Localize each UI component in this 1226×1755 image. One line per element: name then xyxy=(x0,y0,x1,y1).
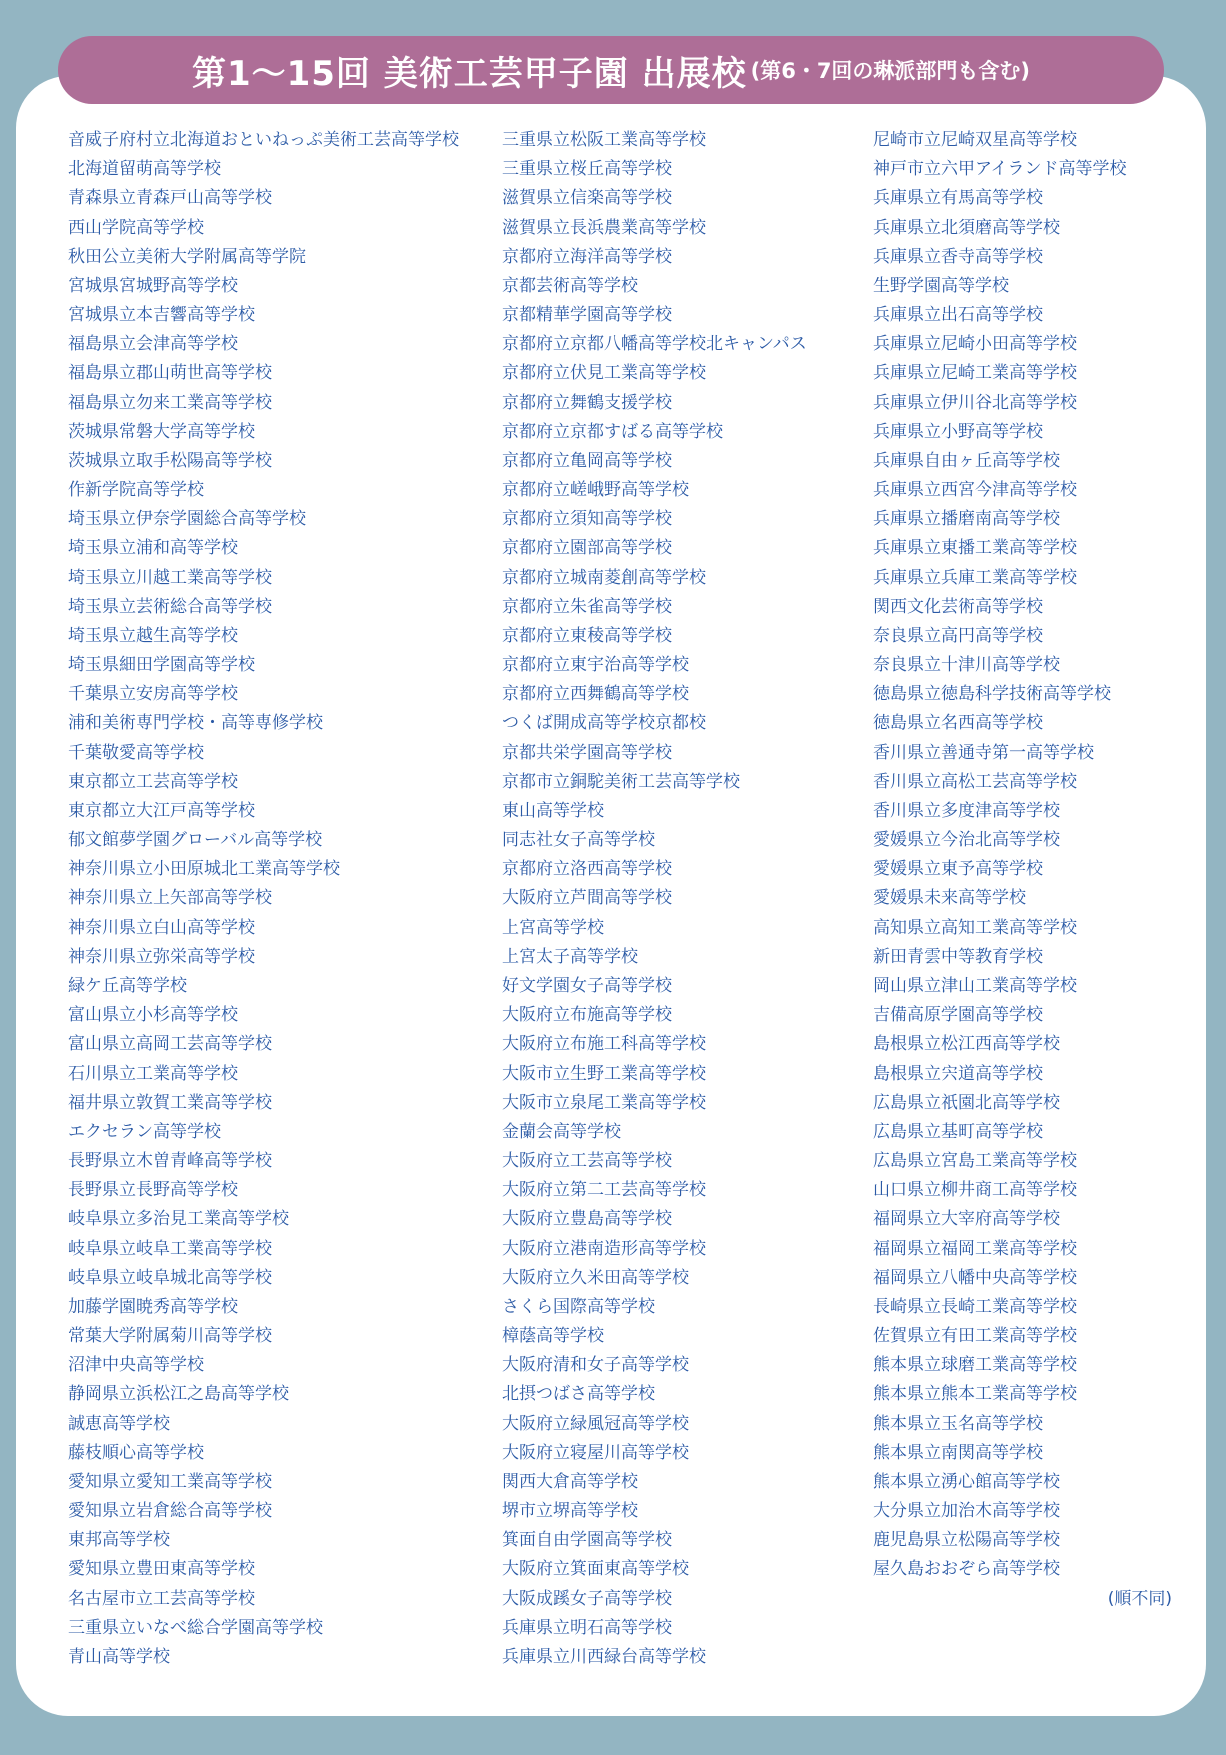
school-list-item: 三重県立桜丘高等学校 xyxy=(502,159,672,180)
school-list-item: 千葉県立安房高等学校 xyxy=(68,684,238,705)
school-list-item: 作新学院高等学校 xyxy=(68,480,204,501)
school-list-item: 広島県立祇園北高等学校 xyxy=(873,1092,1060,1113)
school-list-item: 滋賀県立信楽高等学校 xyxy=(502,188,672,209)
school-list-item: 岐阜県立岐阜工業高等学校 xyxy=(68,1238,272,1259)
school-list-item: 兵庫県立尼崎小田高等学校 xyxy=(873,334,1077,355)
school-list-item: 神奈川県立上矢部高等学校 xyxy=(68,888,272,909)
school-list-item: 吉備高原学園高等学校 xyxy=(873,1005,1043,1026)
school-list-item: 名古屋市立工芸高等学校 xyxy=(68,1588,255,1609)
school-list-item: 兵庫県立川西緑台高等学校 xyxy=(502,1646,706,1667)
school-list-item: 京都芸術高等学校 xyxy=(502,275,638,296)
school-list-item: 沼津中央高等学校 xyxy=(68,1355,204,1376)
school-list-item: 京都府立園部高等学校 xyxy=(502,538,672,559)
school-list-item: 緑ケ丘高等学校 xyxy=(68,975,187,996)
school-list-item: 兵庫県立北須磨高等学校 xyxy=(873,217,1060,238)
school-list-item: 長野県立木曽青峰高等学校 xyxy=(68,1151,272,1172)
school-list-item: 島根県立松江西高等学校 xyxy=(873,1034,1060,1055)
school-list-item: 京都府立東稜高等学校 xyxy=(502,625,672,646)
page-subtitle: (第6・7回の琳派部門も含む) xyxy=(750,59,1031,83)
school-list-item: 奈良県立十津川高等学校 xyxy=(873,655,1060,676)
school-list-item: 神奈川県立小田原城北工業高等学校 xyxy=(68,859,340,880)
school-list-item: 大阪成蹊女子高等学校 xyxy=(502,1588,672,1609)
school-list-item: 大阪府立久米田高等学校 xyxy=(502,1267,689,1288)
school-list-item: 兵庫県立小野高等学校 xyxy=(873,421,1043,442)
school-list-item: 箕面自由学園高等学校 xyxy=(502,1530,672,1551)
school-list-item: 静岡県立浜松江之島高等学校 xyxy=(68,1384,289,1405)
school-list-item: 三重県立いなべ総合学園高等学校 xyxy=(68,1617,323,1638)
school-list-item: 上宮太子高等学校 xyxy=(502,946,638,967)
school-list-item: 京都府立洛西高等学校 xyxy=(502,859,672,880)
school-list-item: 兵庫県立香寺高等学校 xyxy=(873,246,1043,267)
school-list-item: 京都府立京都すばる高等学校 xyxy=(502,421,723,442)
school-list-item: 尼崎市立尼崎双星高等学校 xyxy=(873,130,1077,150)
school-list-item: 高知県立高知工業高等学校 xyxy=(873,917,1077,938)
school-list-item: 愛媛県未来高等学校 xyxy=(873,888,1026,909)
school-list-item: 福岡県立福岡工業高等学校 xyxy=(873,1238,1077,1259)
school-list-item: 東京都立工芸高等学校 xyxy=(68,771,238,792)
school-list-item: 大阪府立緑風冠高等学校 xyxy=(502,1413,689,1434)
school-list-item: 熊本県立南関高等学校 xyxy=(873,1442,1043,1463)
school-list-item: 兵庫県立伊川谷北高等学校 xyxy=(873,392,1077,413)
school-list-item: 愛知県立豊田東高等学校 xyxy=(68,1559,255,1580)
school-list-item: 神奈川県立弥栄高等学校 xyxy=(68,946,255,967)
school-list-item: 京都府立東宇治高等学校 xyxy=(502,655,689,676)
school-list-item: 愛知県立岩倉総合高等学校 xyxy=(68,1501,272,1522)
school-list-item: 福島県立郡山萌世高等学校 xyxy=(68,363,272,384)
school-list-item: 京都精華学園高等学校 xyxy=(502,305,672,326)
school-list-item: つくば開成高等学校京都校 xyxy=(502,713,706,734)
school-list-item: 音威子府村立北海道おといねっぷ美術工芸高等学校 xyxy=(68,130,459,150)
school-list-item: 滋賀県立長浜農業高等学校 xyxy=(502,217,706,238)
school-list-item: 新田青雲中等教育学校 xyxy=(873,946,1043,967)
school-list-item: 京都共栄学園高等学校 xyxy=(502,742,672,763)
school-list-item: さくら国際高等学校 xyxy=(502,1296,655,1317)
school-list-item: 兵庫県立明石高等学校 xyxy=(502,1617,672,1638)
page-title: 第1〜15回 美術工芸甲子園 出展校 xyxy=(191,53,747,94)
school-list-item: 熊本県立玉名高等学校 xyxy=(873,1413,1043,1434)
school-list-item: 青森県立青森戸山高等学校 xyxy=(68,188,272,209)
school-list-item: 金蘭会高等学校 xyxy=(502,1121,621,1142)
school-list-item: 秋田公立美術大学附属高等学院 xyxy=(68,246,306,267)
school-list-item: 長崎県立長崎工業高等学校 xyxy=(873,1296,1077,1317)
school-list-item: 藤枝順心高等学校 xyxy=(68,1442,204,1463)
school-list-column-3 xyxy=(873,126,1126,1585)
school-list-item: 青山高等学校 xyxy=(68,1646,170,1667)
school-list-column-2 xyxy=(502,126,807,1672)
school-list-item: 大阪市立生野工業高等学校 xyxy=(502,1063,706,1084)
school-list-item: 神奈川県立白山高等学校 xyxy=(68,917,255,938)
school-list-item: 岡山県立津山工業高等学校 xyxy=(873,975,1077,996)
school-list-item: 京都市立銅駝美術工芸高等学校 xyxy=(502,771,740,792)
school-list-item: 加藤学園暁秀高等学校 xyxy=(68,1296,238,1317)
school-list-item: 生野学園高等学校 xyxy=(873,275,1009,296)
school-list-item: 島根県立宍道高等学校 xyxy=(873,1063,1043,1084)
school-list-item: 大阪府立芦間高等学校 xyxy=(502,888,672,909)
school-list-item: 兵庫県立兵庫工業高等学校 xyxy=(873,567,1077,588)
school-list-item: 福島県立会津高等学校 xyxy=(68,334,238,355)
school-list-item: 埼玉県立川越工業高等学校 xyxy=(68,567,272,588)
school-list-item: 東京都立大江戸高等学校 xyxy=(68,800,255,821)
school-list-item: 三重県立松阪工業高等学校 xyxy=(502,130,706,150)
school-list-item: 愛媛県立今治北高等学校 xyxy=(873,830,1060,851)
school-list-item: 京都府立須知高等学校 xyxy=(502,509,672,530)
school-list-item: 京都府立朱雀高等学校 xyxy=(502,596,672,617)
school-list-item: 福岡県立八幡中央高等学校 xyxy=(873,1267,1077,1288)
school-list-item: 東山高等学校 xyxy=(502,800,604,821)
school-list-item: 福岡県立大宰府高等学校 xyxy=(873,1209,1060,1230)
school-list-item: 大阪府立第二工芸高等学校 xyxy=(502,1180,706,1201)
school-list-item: 京都府立亀岡高等学校 xyxy=(502,450,672,471)
school-list-item: 大阪府立布施工科高等学校 xyxy=(502,1034,706,1055)
school-list-item: 徳島県立徳島科学技術高等学校 xyxy=(873,684,1111,705)
school-list-item: 兵庫県立出石高等学校 xyxy=(873,305,1043,326)
school-list-item: 上宮高等学校 xyxy=(502,917,604,938)
school-list-item: 堺市立堺高等学校 xyxy=(502,1501,638,1522)
school-list-item: 熊本県立湧心館高等学校 xyxy=(873,1471,1060,1492)
school-list-item: 北海道留萌高等学校 xyxy=(68,159,221,180)
school-list-item: 京都府立舞鶴支援学校 xyxy=(502,392,672,413)
school-list-item: 兵庫県自由ヶ丘高等学校 xyxy=(873,450,1060,471)
order-note: (順不同) xyxy=(1107,1589,1172,1609)
school-list-item: 樟蔭高等学校 xyxy=(502,1326,604,1347)
school-list-item: 大阪府清和女子高等学校 xyxy=(502,1355,689,1376)
school-list-item: 大阪府立港南造形高等学校 xyxy=(502,1238,706,1259)
school-list-item: 兵庫県立播磨南高等学校 xyxy=(873,509,1060,530)
school-list-item: 好文学園女子高等学校 xyxy=(502,975,672,996)
school-list-item: 茨城県常磐大学高等学校 xyxy=(68,421,255,442)
school-list-item: 兵庫県立尼崎工業高等学校 xyxy=(873,363,1077,384)
school-list-item: 大阪府立布施高等学校 xyxy=(502,1005,672,1026)
school-list-item: 大阪府立豊島高等学校 xyxy=(502,1209,672,1230)
school-list-item: 広島県立基町高等学校 xyxy=(873,1121,1043,1142)
school-list-item: 大分県立加治木高等学校 xyxy=(873,1501,1060,1522)
school-list-item: 長野県立長野高等学校 xyxy=(68,1180,238,1201)
school-list-item: 山口県立柳井商工高等学校 xyxy=(873,1180,1077,1201)
school-list-item: 埼玉県細田学園高等学校 xyxy=(68,655,255,676)
school-list-item: 富山県立小杉高等学校 xyxy=(68,1005,238,1026)
school-list-item: 屋久島おおぞら高等学校 xyxy=(873,1559,1060,1580)
school-list-item: 郁文館夢学園グローバル高等学校 xyxy=(68,830,323,851)
school-list-item: 大阪府立箕面東高等学校 xyxy=(502,1559,689,1580)
school-list-item: 岐阜県立多治見工業高等学校 xyxy=(68,1209,289,1230)
school-list-item: 熊本県立熊本工業高等学校 xyxy=(873,1384,1077,1405)
school-list-item: 愛知県立愛知工業高等学校 xyxy=(68,1471,272,1492)
school-list-item: 大阪府立工芸高等学校 xyxy=(502,1151,672,1172)
school-list-item: 香川県立高松工芸高等学校 xyxy=(873,771,1077,792)
school-list-item: 北摂つばさ高等学校 xyxy=(502,1384,655,1405)
school-list-item: 愛媛県立東予高等学校 xyxy=(873,859,1043,880)
school-list-item: 奈良県立高円高等学校 xyxy=(873,625,1043,646)
school-list-item: 香川県立善通寺第一高等学校 xyxy=(873,742,1094,763)
school-list-item: エクセラン高等学校 xyxy=(68,1121,221,1142)
school-list-item: 鹿児島県立松陽高等学校 xyxy=(873,1530,1060,1551)
school-list-item: 埼玉県立浦和高等学校 xyxy=(68,538,238,559)
title-banner xyxy=(58,36,1164,104)
school-list-item: 西山学院高等学校 xyxy=(68,217,204,238)
school-list-item: 関西大倉高等学校 xyxy=(502,1471,638,1492)
school-list-column-1 xyxy=(68,126,459,1672)
school-list-item: 岐阜県立岐阜城北高等学校 xyxy=(68,1267,272,1288)
school-list-item: 宮城県宮城野高等学校 xyxy=(68,275,238,296)
school-list-item: 茨城県立取手松陽高等学校 xyxy=(68,450,272,471)
school-list-item: 関西文化芸術高等学校 xyxy=(873,596,1043,617)
school-list-item: 浦和美術専門学校・高等専修学校 xyxy=(68,713,323,734)
school-list-item: 京都府立京都八幡高等学校北キャンパス xyxy=(502,334,807,355)
school-list-item: 東邦高等学校 xyxy=(68,1530,170,1551)
school-list-item: 埼玉県立伊奈学園総合高等学校 xyxy=(68,509,306,530)
school-list-item: 広島県立宮島工業高等学校 xyxy=(873,1151,1077,1172)
school-list-item: 石川県立工業高等学校 xyxy=(68,1063,238,1084)
school-list-item: 誠恵高等学校 xyxy=(68,1413,170,1434)
school-list-item: 埼玉県立越生高等学校 xyxy=(68,625,238,646)
school-list-item: 富山県立高岡工芸高等学校 xyxy=(68,1034,272,1055)
school-list-item: 京都府立西舞鶴高等学校 xyxy=(502,684,689,705)
school-list-item: 埼玉県立芸術総合高等学校 xyxy=(68,596,272,617)
school-list-item: 兵庫県立有馬高等学校 xyxy=(873,188,1043,209)
school-list-item: 兵庫県立西宮今津高等学校 xyxy=(873,480,1077,501)
school-list-item: 京都府立嵯峨野高等学校 xyxy=(502,480,689,501)
school-list-item: 同志社女子高等学校 xyxy=(502,830,655,851)
school-list-item: 福井県立敦賀工業高等学校 xyxy=(68,1092,272,1113)
school-list-item: 大阪市立泉尾工業高等学校 xyxy=(502,1092,706,1113)
school-list-item: 京都府立伏見工業高等学校 xyxy=(502,363,706,384)
school-list-item: 宮城県立本吉響高等学校 xyxy=(68,305,255,326)
school-list-item: 京都府立海洋高等学校 xyxy=(502,246,672,267)
school-list-item: 京都府立城南菱創高等学校 xyxy=(502,567,706,588)
school-list-item: 徳島県立名西高等学校 xyxy=(873,713,1043,734)
school-list-item: 千葉敬愛高等学校 xyxy=(68,742,204,763)
school-list-item: 兵庫県立東播工業高等学校 xyxy=(873,538,1077,559)
school-list-item: 佐賀県立有田工業高等学校 xyxy=(873,1326,1077,1347)
school-list-item: 福島県立勿来工業高等学校 xyxy=(68,392,272,413)
school-list-item: 常葉大学附属菊川高等学校 xyxy=(68,1326,272,1347)
school-list-item: 神戸市立六甲アイランド高等学校 xyxy=(873,159,1127,180)
school-list-item: 香川県立多度津高等学校 xyxy=(873,800,1060,821)
school-list-item: 熊本県立球磨工業高等学校 xyxy=(873,1355,1077,1376)
school-list-item: 大阪府立寝屋川高等学校 xyxy=(502,1442,689,1463)
